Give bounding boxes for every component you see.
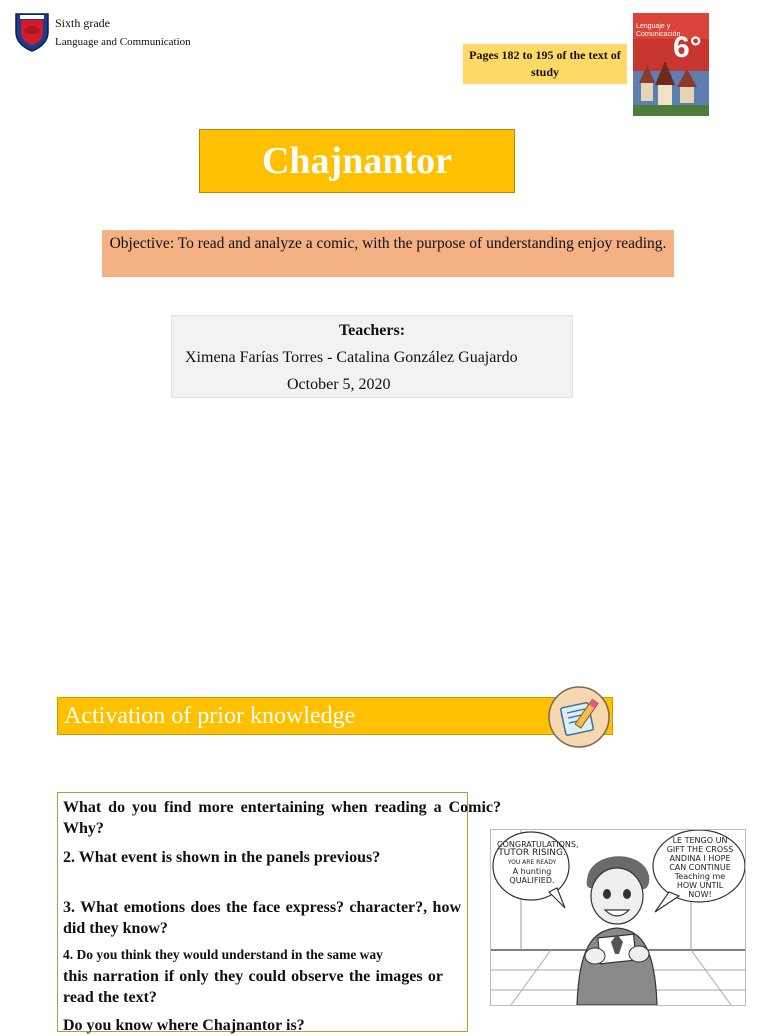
objective-box: Objective: To read and analyze a comic, with the purpose of understanding enjoy reading. [102, 230, 674, 277]
comic-text: A hunting [512, 867, 552, 876]
activation-heading: Activation of prior knowledge [64, 703, 356, 729]
textbook-cover [633, 13, 709, 116]
page-title: Chajnantor [261, 140, 453, 182]
date-label: October 5, 2020 [287, 376, 391, 393]
title-banner [199, 129, 515, 193]
comic-text: HOW UNTIL [676, 881, 724, 890]
teachers-label: Teachers: [338, 322, 406, 339]
comic-text: YOU ARE READY [507, 859, 557, 866]
comic-text: Teaching me [674, 872, 726, 881]
comic-text: NOW! [688, 890, 712, 899]
book-title: Lenguaje y Comunicación [636, 23, 681, 38]
questions-box [57, 792, 501, 1034]
question-2: 2. What event is shown in the panels previous? [63, 849, 381, 866]
school-logo [12, 10, 52, 52]
book-grade: 6° [673, 31, 702, 64]
question-5: Do you know where Chajnantor is? [63, 1017, 305, 1034]
notepad-pencil-icon [547, 685, 611, 749]
pages-note: Pages 182 to 195 of the text of study [463, 44, 627, 84]
activation-banner [57, 697, 613, 735]
comic-text: QUALIFIED. [509, 876, 555, 885]
comic-text: CAN CONTINUE [669, 863, 731, 872]
teachers-names: Ximena Farías Torres - Catalina González Guajardo [185, 349, 518, 366]
comic-text: ANDINA I HOPE [669, 854, 731, 863]
comic-text: TUTOR RISING. [498, 848, 566, 858]
question-3: 3. What emotions does the face express? character?, how did they know? [63, 899, 461, 937]
subject-label: Language and Communication [55, 36, 191, 48]
question-4-line-1: 4. Do you think they would understand in the same way [63, 947, 383, 962]
comic-text: GIFT THE CROSS [666, 845, 734, 854]
grade-label: Sixth grade [55, 16, 110, 30]
comic-text: CONGRATULATIONS, [497, 840, 579, 849]
teachers-box [171, 315, 573, 398]
question-1: What do you find more entertaining when reading a Comic? Why? [63, 799, 501, 837]
question-4-line-2: this narration if only they could observe the images or read the text? [63, 968, 443, 1006]
comic-text: LE TENGO UN [672, 836, 728, 845]
comic-panel [490, 829, 746, 1006]
